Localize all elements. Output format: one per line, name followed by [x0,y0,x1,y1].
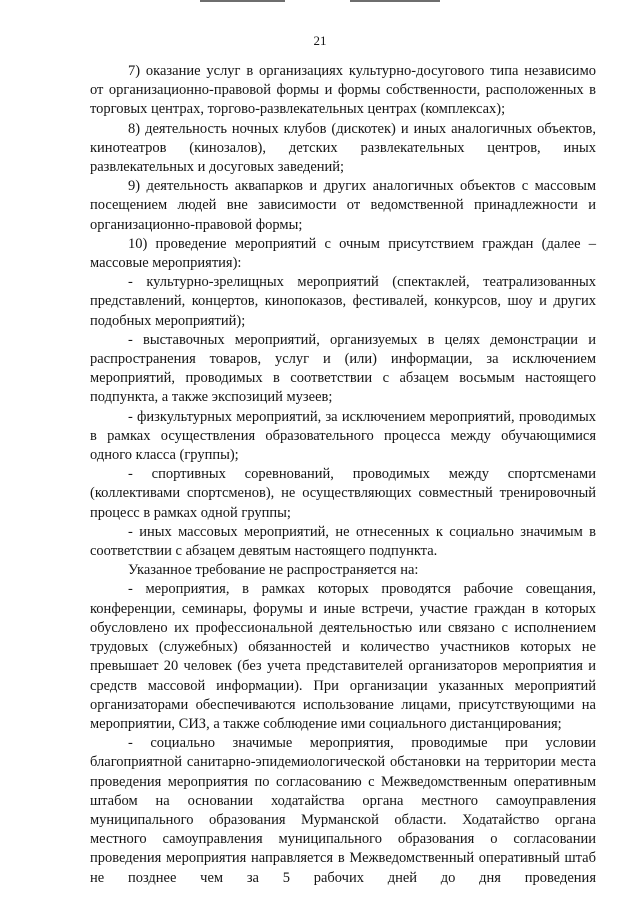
paragraph-item-9: 9) деятельность аквапарков и других аналогичных объектов с массовым посещением людей вне зависимости от ведомственной принадлежности и организационно-правовой формы; [90,178,596,233]
paragraph-item-7: 7) оказание услуг в организациях культурно-досугового типа независимо от организационно-правовой формы и формы собственности, расположенных в торговых центрах, торгово-развлекательных центрах (комплексах); [90,63,596,118]
paragraph-item-10: 10) проведение мероприятий с очным присутствием граждан (далее – массовые мероприятия): [90,235,596,272]
paragraph-item-8: 8) деятельность ночных клубов (дискотек) и иных аналогичных объектов, кинотеатров (кинозалов), детских развлекательных центров, иных развлекательных и досуговых заведений; [90,120,596,176]
page-number: 21 [313,33,327,48]
top-edge-line [200,0,285,2]
paragraph-exception-social-events: - социально значимые мероприятия, проводимые при условии благоприятной санитарно-эпидемиологической обстановки на территории места проведения мероприятия по согласованию с Межведомственным оперативным штабом на основании ходатайства органа местного самоуправления муниципального образования Мурманской области. Ходатайство органа местного самоуправления муниципального образования о согласовании проведения мероприятия направляется в Межведомственный оперативный штаб не позднее чем за 5 рабочих дней до дня проведения [90,735,596,886]
document-body [90,62,596,888]
paragraph-sports-competitions: - спортивных соревнований, проводимых между спортсменами (коллективами спортсменов), не осуществляющих совместный тренировочный процесс в рамках одной группы; [90,466,596,521]
top-edge-line [350,0,440,2]
paragraph-cultural-events: - культурно-зрелищных мероприятий (спектаклей, театрализованных представлений, концертов, кинопоказов, фестивалей, конкурсов, шоу и других подобных мероприятий); [90,274,596,329]
paragraph-exception-meetings: - мероприятия, в рамках которых проводятся рабочие совещания, конференции, семинары, форумы и иные встречи, участие граждан в которых обусловлено их профессиональной деятельностью или связано с исполнением трудовых (служебных) обязанностей и количество участников которых не превышает 20 человек (без учета представителей организаторов мероприятия и средств массовой информации). При организации указанных мероприятий организаторами обеспечиваются использование лицами, присутствующими на мероприятии, СИЗ, а также соблюдение ими социального дистанцирования; [90,581,596,732]
paragraph-exhibition-events: - выставочных мероприятий, организуемых в целях демонстрации и распространения товаров, услуг и (или) информации, за исключением мероприятий, проводимых в соответствии с абзацем восьмым настоящего подпункта, а также экспозиций музеев; [90,331,596,406]
paragraph-physical-culture-events: - физкультурных мероприятий, за исключением мероприятий, проводимых в рамках осуществления образовательного процесса между обучающимися одного класса (группы); [90,408,596,464]
paragraph-exception-intro: Указанное требование не распространяется на: [128,562,419,579]
paragraph-other-mass-events: - иных массовых мероприятий, не отнесенных к социально значимым в соответствии с абзацем девятым настоящего подпункта. [90,523,596,560]
